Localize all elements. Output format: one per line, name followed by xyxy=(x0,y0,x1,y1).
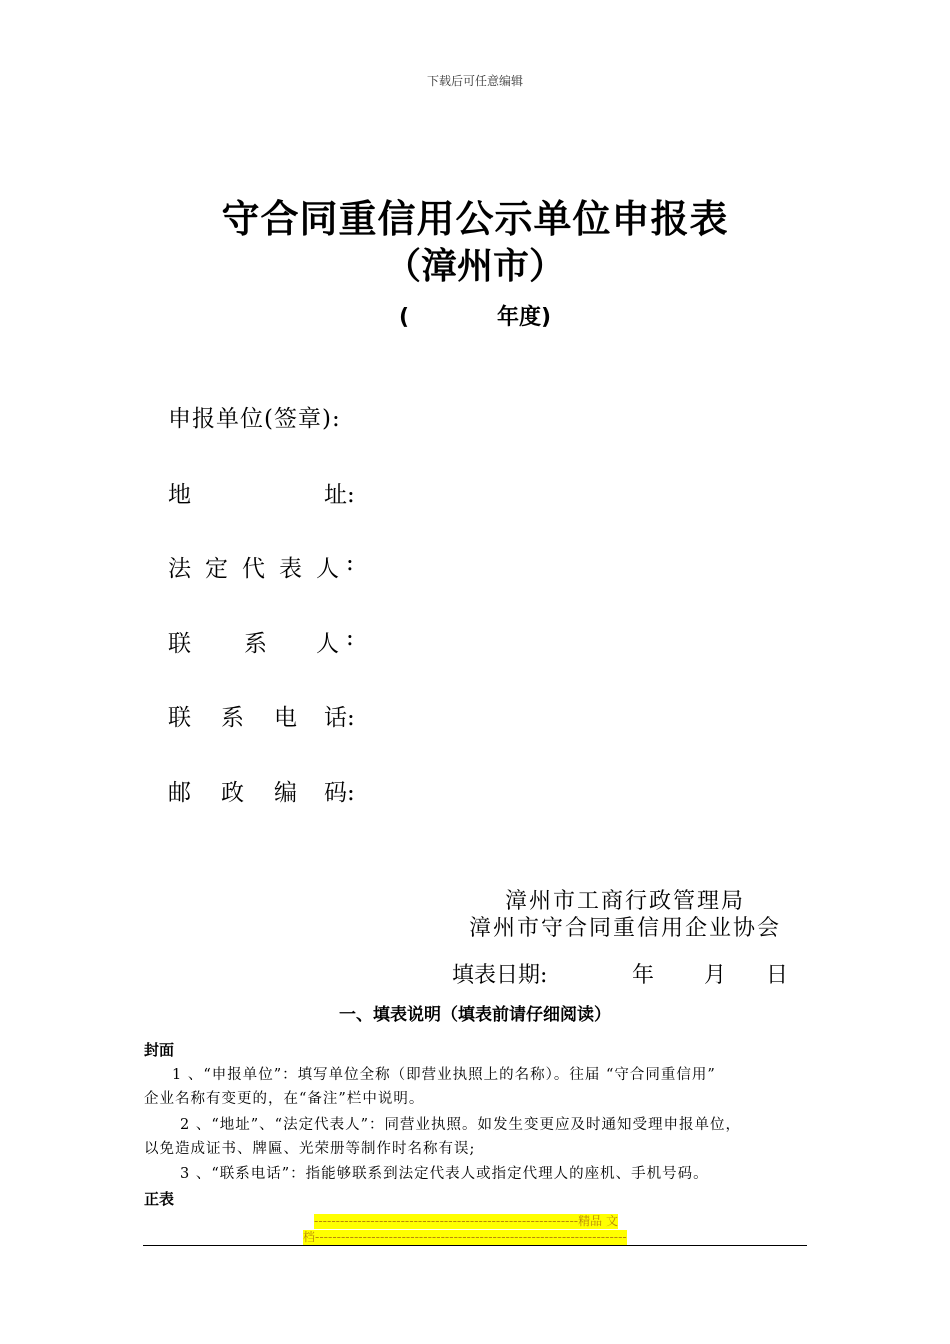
document-title: 守合同重信用公示单位申报表 xyxy=(221,197,729,241)
field-applicant-unit xyxy=(168,400,368,433)
field-label: 申报单位(签章): xyxy=(168,406,341,432)
field-label-char: 法 xyxy=(168,556,191,582)
instruction-line: 3 、“联系电话”：指能够联系到法定代表人或指定代理人的座机、手机号码。 xyxy=(180,1166,709,1182)
field-label-char: : xyxy=(346,625,354,651)
field-label-char: 代 xyxy=(242,556,265,582)
fill-date-label: 填表日期: xyxy=(452,963,548,988)
footer-watermark-line-1: -------------------------------------------------------------精品 文 xyxy=(314,1214,618,1228)
year-line xyxy=(0,300,950,331)
field-label-char: 联 xyxy=(168,631,191,657)
cover-label: 封面 xyxy=(144,1041,175,1059)
year-open-paren: ( xyxy=(398,305,409,330)
fill-date-month: 月 xyxy=(704,963,727,988)
field-label-char: 联 xyxy=(168,705,191,731)
field-label-char: 地 xyxy=(168,482,191,508)
fill-date-day: 日 xyxy=(766,963,789,988)
org-line-1: 漳州市工商行政管理局 xyxy=(504,889,745,914)
section-title: 一、填表说明（填表前请仔细阅读） xyxy=(339,1005,611,1025)
instruction-line: 企业名称有变更的，在“备注”栏中说明。 xyxy=(144,1091,425,1107)
org-line-2: 漳州市守合同重信用企业协会 xyxy=(468,916,781,941)
footer-watermark-line-2: 档------------------------------------------------------------------------ xyxy=(303,1230,627,1244)
fill-date xyxy=(452,958,789,989)
document-subtitle: （漳州市） xyxy=(384,246,565,287)
field-label-char: 话: xyxy=(324,705,355,731)
field-label-char: 电 xyxy=(274,705,297,731)
instruction-line: 以免造成证书、牌匾、光荣册等制作时名称有误; xyxy=(144,1141,476,1157)
field-label-char: 人 xyxy=(316,631,339,657)
field-label-char: 定 xyxy=(205,556,228,582)
field-label-char: 码: xyxy=(324,780,355,806)
field-label-char: 表 xyxy=(279,556,302,582)
fill-date-year: 年 xyxy=(632,963,655,988)
field-label-char: 系 xyxy=(244,631,267,657)
field-label-char: 人 xyxy=(316,556,339,582)
header-note: 下载后可任意编辑 xyxy=(426,74,523,88)
instruction-line: 1 、“申报单位”：填写单位全称（即营业执照上的名称）。往届 “守合同重信用” xyxy=(172,1067,716,1083)
field-label-char: 政 xyxy=(221,780,244,806)
field-label-char: 邮 xyxy=(168,780,191,806)
footer-rule xyxy=(143,1245,807,1246)
field-label-char: 编 xyxy=(274,780,297,806)
main-table-label: 正表 xyxy=(144,1190,175,1208)
year-label: 年度) xyxy=(497,305,552,330)
instruction-line: 2 、“地址”、“法定代表人”：同营业执照。如发生变更应及时通知受理申报单位， xyxy=(180,1117,741,1133)
field-label-char: 系 xyxy=(221,705,244,731)
field-label-char: : xyxy=(346,550,354,576)
field-label-char: 址: xyxy=(324,482,355,508)
